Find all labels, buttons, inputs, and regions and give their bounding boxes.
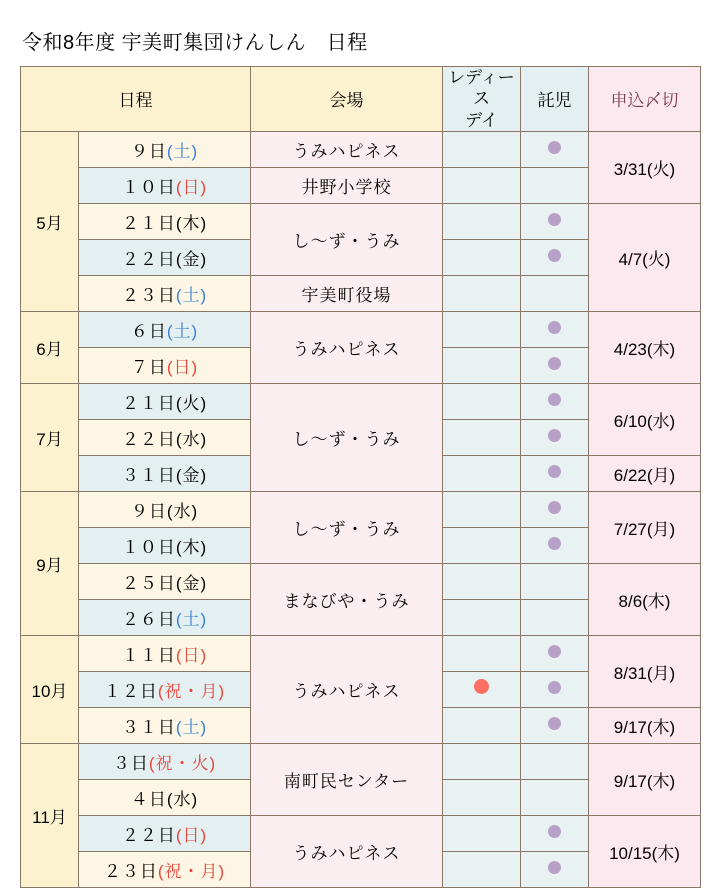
childcare-cell	[521, 455, 589, 491]
ladies-day-cell	[443, 131, 521, 167]
childcare-marker-icon	[548, 249, 561, 262]
childcare-cell	[521, 203, 589, 239]
day-cell	[79, 671, 251, 707]
day-weekday: (土)	[166, 141, 199, 161]
day-number: １１日	[121, 645, 176, 665]
day-cell	[79, 383, 251, 419]
childcare-marker-icon	[548, 501, 561, 514]
childcare-marker-icon	[548, 861, 561, 874]
month-cell: 5月	[21, 131, 79, 311]
month-cell: 11月	[21, 743, 79, 887]
month-cell: 7月	[21, 383, 79, 491]
header-ladies-day	[443, 67, 521, 132]
day-weekday: (日)	[175, 645, 208, 665]
day-weekday: (土)	[166, 321, 199, 341]
table-row	[21, 203, 701, 239]
day-number: ３１日	[121, 717, 176, 737]
childcare-cell	[521, 239, 589, 275]
ladies-day-cell	[443, 599, 521, 635]
day-cell	[79, 275, 251, 311]
venue-cell: うみハピネス	[251, 635, 443, 743]
ladies-day-cell	[443, 779, 521, 815]
table-row	[21, 383, 701, 419]
ladies-day-cell	[443, 815, 521, 851]
day-number: ６日	[130, 321, 167, 341]
childcare-cell	[521, 815, 589, 851]
header-ladies-line2: デイ	[465, 110, 498, 130]
header-ladies-line1: レディース	[448, 68, 515, 109]
childcare-cell	[521, 779, 589, 815]
day-number: １０日	[121, 177, 176, 197]
day-number: ３１日	[121, 465, 176, 485]
header-date: 日程	[21, 67, 251, 132]
day-number: １２日	[103, 681, 158, 701]
header-deadline: 申込〆切	[589, 67, 701, 132]
venue-cell: し〜ず・うみ	[251, 203, 443, 275]
childcare-cell	[521, 851, 589, 887]
day-weekday: (金)	[175, 573, 208, 593]
childcare-cell	[521, 275, 589, 311]
deadline-cell: 10/15(木)	[589, 815, 701, 887]
ladies-day-cell	[443, 167, 521, 203]
day-weekday: (火)	[175, 393, 208, 413]
day-number: ７日	[130, 357, 167, 377]
ladies-day-cell	[443, 671, 521, 707]
childcare-marker-icon	[548, 393, 561, 406]
ladies-day-cell	[443, 203, 521, 239]
ladies-day-cell	[443, 563, 521, 599]
ladies-day-cell	[443, 491, 521, 527]
childcare-cell	[521, 599, 589, 635]
table-row	[21, 311, 701, 347]
day-number: ２５日	[121, 573, 176, 593]
childcare-cell	[521, 419, 589, 455]
day-cell	[79, 563, 251, 599]
childcare-marker-icon	[548, 465, 561, 478]
ladies-day-cell	[443, 635, 521, 671]
childcare-marker-icon	[548, 717, 561, 730]
venue-cell: し〜ず・うみ	[251, 491, 443, 563]
schedule-table-container	[20, 66, 700, 888]
deadline-cell: 6/10(水)	[589, 383, 701, 455]
day-cell	[79, 743, 251, 779]
childcare-cell	[521, 671, 589, 707]
header-childcare: 託児	[521, 67, 589, 132]
childcare-cell	[521, 491, 589, 527]
venue-cell: 宇美町役場	[251, 275, 443, 311]
page-title: 令和8年度 宇美町集団けんしん 日程	[22, 32, 368, 54]
venue-cell: 井野小学校	[251, 167, 443, 203]
venue-cell: うみハピネス	[251, 311, 443, 383]
venue-cell: し〜ず・うみ	[251, 383, 443, 491]
day-cell	[79, 599, 251, 635]
month-cell: 9月	[21, 491, 79, 635]
deadline-cell: 4/7(火)	[589, 203, 701, 311]
day-weekday: (祝・月)	[157, 681, 226, 701]
day-weekday: (祝・火)	[148, 753, 217, 773]
deadline-cell: 7/27(月)	[589, 491, 701, 563]
day-cell	[79, 203, 251, 239]
day-cell	[79, 239, 251, 275]
childcare-cell	[521, 347, 589, 383]
ladies-day-cell	[443, 419, 521, 455]
day-weekday: (水)	[175, 429, 208, 449]
table-row	[21, 815, 701, 851]
childcare-cell	[521, 131, 589, 167]
day-weekday: (水)	[166, 789, 199, 809]
ladies-day-cell	[443, 743, 521, 779]
day-weekday: (土)	[175, 717, 208, 737]
ladies-day-cell	[443, 707, 521, 743]
ladies-day-cell	[443, 239, 521, 275]
day-number: １０日	[121, 537, 176, 557]
childcare-cell	[521, 311, 589, 347]
childcare-marker-icon	[548, 321, 561, 334]
ladies-day-cell	[443, 347, 521, 383]
day-weekday: (土)	[175, 285, 208, 305]
day-number: ２６日	[121, 609, 176, 629]
day-weekday: (日)	[166, 357, 199, 377]
schedule-table	[20, 66, 701, 888]
venue-cell: 南町民センター	[251, 743, 443, 815]
day-weekday: (日)	[175, 177, 208, 197]
ladies-day-cell	[443, 851, 521, 887]
deadline-cell: 8/6(木)	[589, 563, 701, 635]
table-row	[21, 563, 701, 599]
childcare-cell	[521, 743, 589, 779]
ladies-day-cell	[443, 455, 521, 491]
day-number: ２３日	[103, 861, 158, 881]
ladies-day-cell	[443, 275, 521, 311]
table-row	[21, 491, 701, 527]
month-cell: 6月	[21, 311, 79, 383]
deadline-cell: 9/17(木)	[589, 743, 701, 815]
day-weekday: (金)	[175, 249, 208, 269]
day-cell	[79, 707, 251, 743]
childcare-cell	[521, 527, 589, 563]
deadline-cell: 3/31(火)	[589, 131, 701, 203]
day-number: ９日	[130, 141, 167, 161]
table-row	[21, 131, 701, 167]
day-weekday: (金)	[175, 465, 208, 485]
deadline-cell: 9/17(木)	[589, 707, 701, 743]
day-weekday: (祝・月)	[157, 861, 226, 881]
childcare-cell	[521, 563, 589, 599]
ladies-day-cell	[443, 527, 521, 563]
day-cell	[79, 527, 251, 563]
header-row	[21, 67, 701, 132]
day-cell	[79, 167, 251, 203]
ladies-day-cell	[443, 311, 521, 347]
day-weekday: (水)	[166, 501, 199, 521]
childcare-marker-icon	[548, 537, 561, 550]
childcare-cell	[521, 167, 589, 203]
day-weekday: (土)	[175, 609, 208, 629]
day-cell	[79, 491, 251, 527]
day-number: ２２日	[121, 429, 176, 449]
childcare-cell	[521, 383, 589, 419]
day-cell	[79, 131, 251, 167]
childcare-marker-icon	[548, 681, 561, 694]
childcare-marker-icon	[548, 645, 561, 658]
day-cell	[79, 419, 251, 455]
venue-cell: まなびや・うみ	[251, 563, 443, 635]
day-number: ２２日	[121, 825, 176, 845]
venue-cell: うみハピネス	[251, 131, 443, 167]
table-body	[21, 131, 701, 887]
childcare-marker-icon	[548, 213, 561, 226]
day-cell	[79, 815, 251, 851]
ladies-day-cell	[443, 383, 521, 419]
day-weekday: (日)	[175, 825, 208, 845]
header-place: 会場	[251, 67, 443, 132]
childcare-cell	[521, 707, 589, 743]
table-row	[21, 743, 701, 779]
day-number: ３日	[112, 753, 149, 773]
day-weekday: (木)	[175, 537, 208, 557]
day-cell	[79, 347, 251, 383]
ladies-day-marker-icon	[474, 679, 489, 694]
day-cell	[79, 311, 251, 347]
childcare-marker-icon	[548, 429, 561, 442]
deadline-cell: 4/23(木)	[589, 311, 701, 383]
day-number: ９日	[130, 501, 167, 521]
venue-cell: うみハピネス	[251, 815, 443, 887]
table-row	[21, 635, 701, 671]
table-header	[21, 67, 701, 132]
day-cell	[79, 851, 251, 887]
day-number: ２１日	[121, 393, 176, 413]
childcare-marker-icon	[548, 141, 561, 154]
month-cell: 10月	[21, 635, 79, 743]
day-number: ４日	[130, 789, 167, 809]
day-cell	[79, 779, 251, 815]
day-weekday: (木)	[175, 213, 208, 233]
childcare-cell	[521, 635, 589, 671]
day-cell	[79, 635, 251, 671]
deadline-cell: 6/22(月)	[589, 455, 701, 491]
day-number: ２３日	[121, 285, 176, 305]
day-number: ２１日	[121, 213, 176, 233]
day-number: ２２日	[121, 249, 176, 269]
childcare-marker-icon	[548, 357, 561, 370]
day-cell	[79, 455, 251, 491]
deadline-cell: 8/31(月)	[589, 635, 701, 707]
